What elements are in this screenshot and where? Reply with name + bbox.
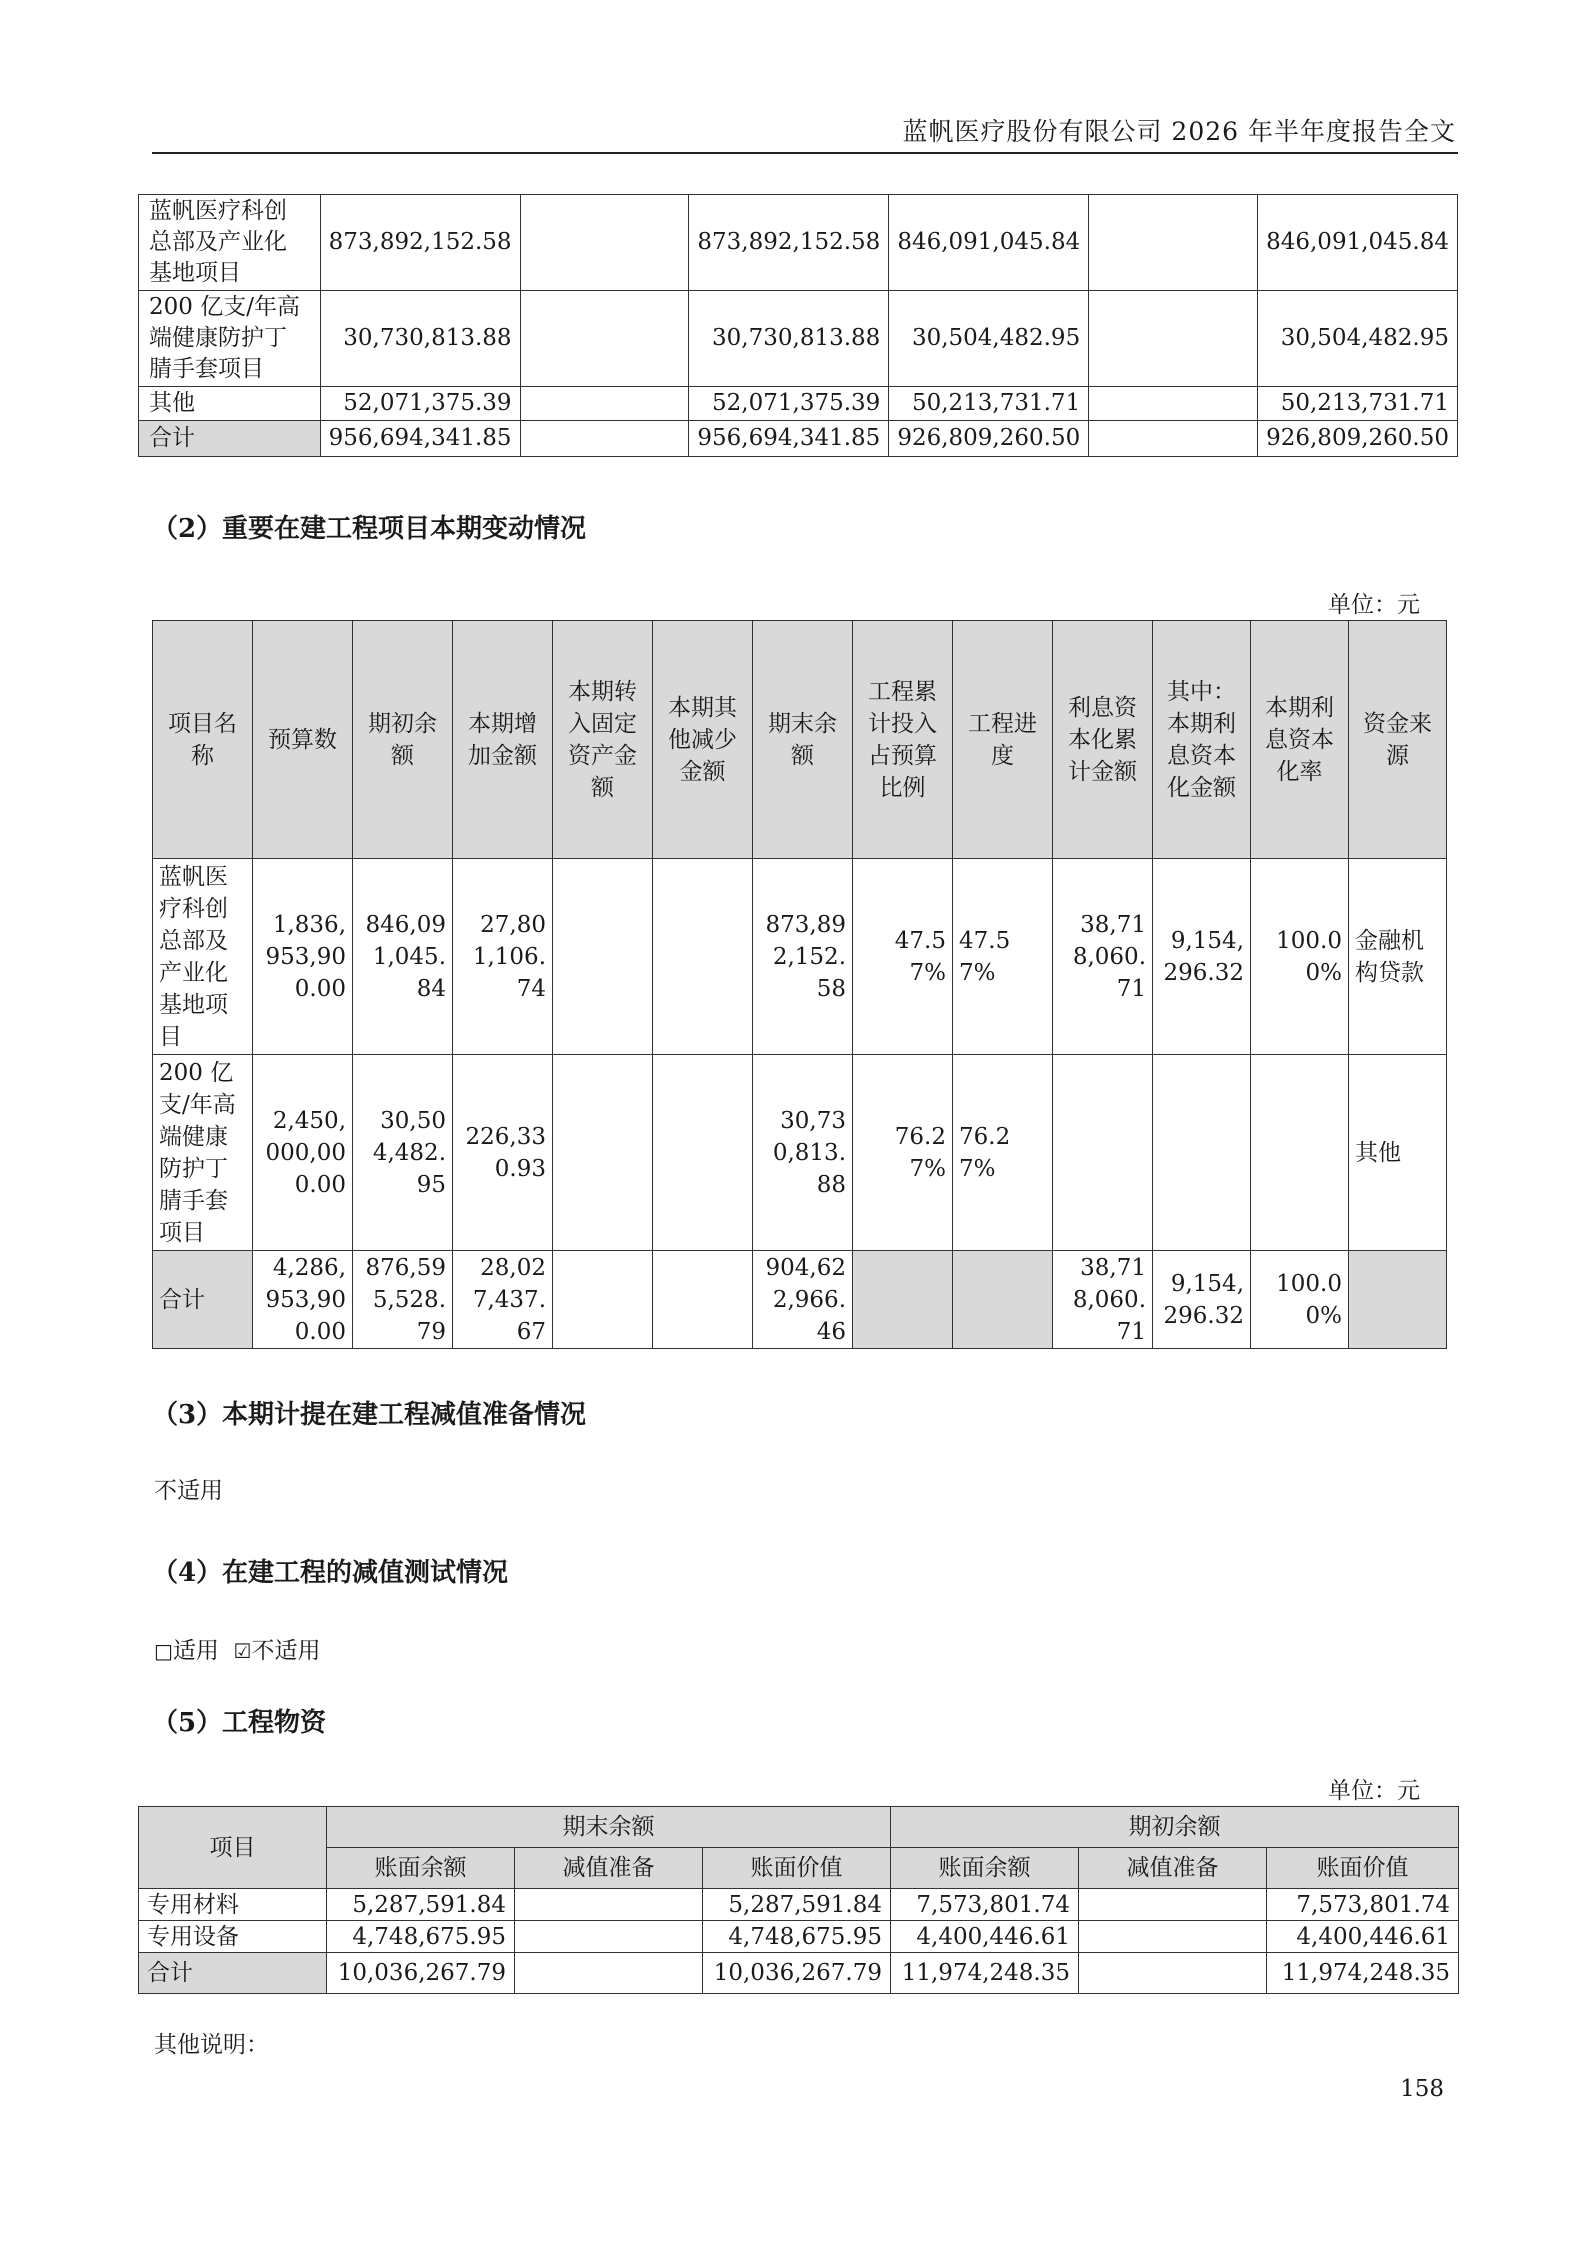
cell: 926,809,260.50 xyxy=(1258,421,1458,457)
cell: 956,694,341.85 xyxy=(320,421,520,457)
column-header: 期末余额 xyxy=(753,621,853,859)
column-header: 减值准备 xyxy=(515,1848,703,1889)
column-header: 本期其他减少金额 xyxy=(653,621,753,859)
table-row xyxy=(153,859,1447,1055)
cell: 30,730,813.88 xyxy=(689,291,889,387)
section-title: 在建工程的减值测试情况 xyxy=(222,1558,509,1588)
section-4-heading xyxy=(152,1552,508,1589)
column-header: 工程累计投入占预算比例 xyxy=(853,621,953,859)
cell: 27,801,106.74 xyxy=(453,859,553,1055)
cell xyxy=(1079,1889,1267,1921)
row-name: 合计 xyxy=(139,1953,327,1994)
cell: 4,400,446.61 xyxy=(1267,1921,1459,1953)
column-header: 其中：本期利息资本化金额 xyxy=(1153,621,1251,859)
cell xyxy=(653,1251,753,1349)
cell xyxy=(853,1251,953,1349)
cell: 30,504,482.95 xyxy=(1258,291,1458,387)
cell: 5,287,591.84 xyxy=(327,1889,515,1921)
table-row xyxy=(139,1889,1459,1921)
cell: 11,974,248.35 xyxy=(891,1953,1079,1994)
other-notes-label: 其他说明： xyxy=(154,2032,269,2058)
column-header: 本期利息资本化率 xyxy=(1251,621,1349,859)
cell xyxy=(1089,195,1258,291)
cell xyxy=(515,1921,703,1953)
cell: 7,573,801.74 xyxy=(1267,1889,1459,1921)
cell: 7,573,801.74 xyxy=(891,1889,1079,1921)
cell xyxy=(1089,387,1258,421)
section-5-heading xyxy=(152,1702,326,1739)
row-name: 蓝帆医疗科创总部及产业化基地项目 xyxy=(153,859,253,1055)
key-projects-table xyxy=(152,620,1447,1349)
option-applicable: 适用 xyxy=(172,1638,219,1664)
cell: 52,071,375.39 xyxy=(689,387,889,421)
cell xyxy=(553,1251,653,1349)
cell: 10,036,267.79 xyxy=(327,1953,515,1994)
cell xyxy=(1079,1953,1267,1994)
table-header-row xyxy=(153,621,1447,859)
cell: 38,718,060.71 xyxy=(1053,859,1153,1055)
table-total-row xyxy=(139,1953,1459,1994)
row-name: 200 亿支/年高端健康防护丁腈手套项目 xyxy=(139,291,321,387)
unit-label: 单位：元 xyxy=(1328,592,1420,618)
cell: 226,330.93 xyxy=(453,1055,553,1251)
row-name: 其他 xyxy=(139,387,321,421)
cell: 38,718,060.71 xyxy=(1053,1251,1153,1349)
cell xyxy=(653,859,753,1055)
cell xyxy=(520,195,689,291)
table-row xyxy=(139,1921,1459,1953)
table-row xyxy=(153,1055,1447,1251)
cell: 4,286,953,900.00 xyxy=(253,1251,353,1349)
cell: 100.00% xyxy=(1251,859,1349,1055)
cell xyxy=(553,1055,653,1251)
cell xyxy=(520,421,689,457)
report-header-title: 蓝帆医疗股份有限公司 2026 年半年度报告全文 xyxy=(902,117,1456,146)
cell xyxy=(520,291,689,387)
cell: 30,730,813.88 xyxy=(320,291,520,387)
section-title: 工程物资 xyxy=(222,1708,327,1738)
column-header: 项目名称 xyxy=(153,621,253,859)
cell xyxy=(1089,421,1258,457)
cell: 76.27% xyxy=(853,1055,953,1251)
unit-label: 单位：元 xyxy=(1328,1778,1420,1804)
column-header: 账面价值 xyxy=(703,1848,891,1889)
cell: 2,450,000,000.00 xyxy=(253,1055,353,1251)
column-header: 项目 xyxy=(139,1807,327,1889)
cell: 5,287,591.84 xyxy=(703,1889,891,1921)
row-name: 蓝帆医疗科创总部及产业化基地项目 xyxy=(139,195,321,291)
column-header: 资金来源 xyxy=(1349,621,1447,859)
column-header: 账面价值 xyxy=(1267,1848,1459,1889)
cell: 30,730,813.88 xyxy=(753,1055,853,1251)
table-total-row xyxy=(139,421,1458,457)
cell: 1,836,953,900.00 xyxy=(253,859,353,1055)
cell xyxy=(520,387,689,421)
row-name: 合计 xyxy=(139,421,321,457)
cell xyxy=(653,1055,753,1251)
engineering-materials-table xyxy=(138,1806,1459,1994)
cell: 4,748,675.95 xyxy=(703,1921,891,1953)
cell xyxy=(1053,1055,1153,1251)
cell xyxy=(1079,1921,1267,1953)
column-group-header: 期初余额 xyxy=(891,1807,1459,1848)
checkbox-unchecked-icon: □ xyxy=(154,1639,173,1663)
cell: 904,622,966.46 xyxy=(753,1251,853,1349)
table-row xyxy=(139,387,1458,421)
column-header: 减值准备 xyxy=(1079,1848,1267,1889)
cell: 873,892,152.58 xyxy=(753,859,853,1055)
section-index: （5） xyxy=(152,1708,223,1738)
cell: 9,154,296.32 xyxy=(1153,859,1251,1055)
cell: 10,036,267.79 xyxy=(703,1953,891,1994)
section-3-body: 不适用 xyxy=(154,1478,223,1504)
applicability-options xyxy=(154,1632,320,1665)
cell: 52,071,375.39 xyxy=(320,387,520,421)
checkbox-checked-icon: ☑ xyxy=(233,1639,252,1663)
row-name: 合计 xyxy=(153,1251,253,1349)
cell xyxy=(953,1251,1053,1349)
cell: 4,748,675.95 xyxy=(327,1921,515,1953)
cell: 846,091,045.84 xyxy=(353,859,453,1055)
column-header: 期初余额 xyxy=(353,621,453,859)
column-header: 工程进度 xyxy=(953,621,1053,859)
cell xyxy=(1153,1055,1251,1251)
cell: 846,091,045.84 xyxy=(889,195,1089,291)
row-name: 200 亿支/年高端健康防护丁腈手套项目 xyxy=(153,1055,253,1251)
cell: 873,892,152.58 xyxy=(689,195,889,291)
cell xyxy=(1251,1055,1349,1251)
cell: 金融机构贷款 xyxy=(1349,859,1447,1055)
cell xyxy=(515,1889,703,1921)
table-subheader-row xyxy=(139,1848,1459,1889)
column-header: 预算数 xyxy=(253,621,353,859)
cell: 4,400,446.61 xyxy=(891,1921,1079,1953)
cell: 50,213,731.71 xyxy=(1258,387,1458,421)
cell: 846,091,045.84 xyxy=(1258,195,1458,291)
column-header: 本期增加金额 xyxy=(453,621,553,859)
cell: 28,027,437.67 xyxy=(453,1251,553,1349)
column-header: 账面余额 xyxy=(891,1848,1079,1889)
table-header-row xyxy=(139,1807,1459,1848)
construction-balance-table xyxy=(138,194,1458,457)
section-title: 重要在建工程项目本期变动情况 xyxy=(222,514,587,544)
page-number: 158 xyxy=(1400,2076,1444,2102)
cell: 50,213,731.71 xyxy=(889,387,1089,421)
row-name: 专用设备 xyxy=(139,1921,327,1953)
table-row xyxy=(139,195,1458,291)
cell: 100.00% xyxy=(1251,1251,1349,1349)
section-2-heading xyxy=(152,508,586,545)
section-index: （2） xyxy=(152,514,223,544)
cell: 47.57% xyxy=(953,859,1053,1055)
cell: 9,154,296.32 xyxy=(1153,1251,1251,1349)
cell xyxy=(1349,1251,1447,1349)
section-index: （4） xyxy=(152,1558,223,1588)
column-header: 利息资本化累计金额 xyxy=(1053,621,1153,859)
cell: 30,504,482.95 xyxy=(889,291,1089,387)
cell: 30,504,482.95 xyxy=(353,1055,453,1251)
table-total-row xyxy=(153,1251,1447,1349)
cell: 873,892,152.58 xyxy=(320,195,520,291)
section-title: 本期计提在建工程减值准备情况 xyxy=(222,1400,587,1430)
option-not-applicable: 不适用 xyxy=(251,1638,321,1664)
cell: 76.27% xyxy=(953,1055,1053,1251)
cell: 11,974,248.35 xyxy=(1267,1953,1459,1994)
column-group-header: 期末余额 xyxy=(327,1807,891,1848)
cell xyxy=(1089,291,1258,387)
table-row xyxy=(139,291,1458,387)
cell xyxy=(553,859,653,1055)
row-name: 专用材料 xyxy=(139,1889,327,1921)
cell: 956,694,341.85 xyxy=(689,421,889,457)
cell: 47.57% xyxy=(853,859,953,1055)
cell: 876,595,528.79 xyxy=(353,1251,453,1349)
cell: 926,809,260.50 xyxy=(889,421,1089,457)
header-divider xyxy=(152,152,1458,154)
section-index: （3） xyxy=(152,1400,223,1430)
column-header: 账面余额 xyxy=(327,1848,515,1889)
column-header: 本期转入固定资产金额 xyxy=(553,621,653,859)
section-3-heading xyxy=(152,1394,586,1431)
cell: 其他 xyxy=(1349,1055,1447,1251)
cell xyxy=(515,1953,703,1994)
